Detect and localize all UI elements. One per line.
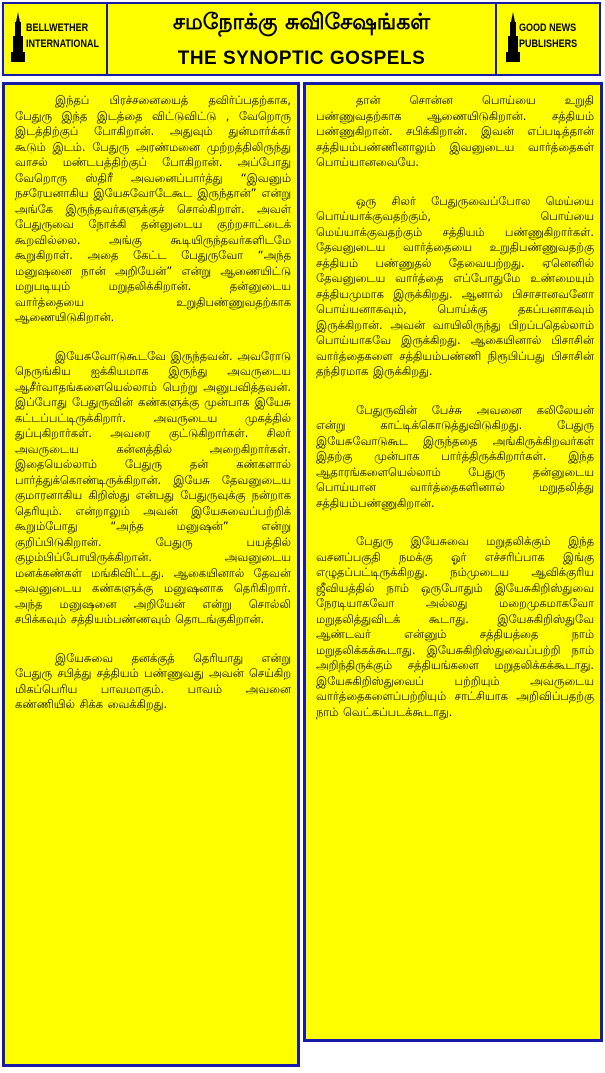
paragraph: பேதுருவின் பேச்சு அவனை கலிலேயன் என்று காட்டிக்கொடுத்துவிடுகிறது. பேதுரு இயேசுவோடுகூட இருந்ததை அங்கிருக்கிறவர்கள் இதற்கு முன்பாக பார்த்திருக்கிறார்கள். இந்த ஆதாரங்களையெல்லாம் பேதுரு தன்னுடைய பொய்யான வார்த்தைகளினால் மறுதலித்து சத்தியம்பண்ணுகிறான். bbox=[316, 402, 594, 510]
paragraph: பேதுரு இயேசுவை மறுதலிக்கும் இந்த வசனப்பகுதி நமக்கு ஓர் எச்சரிப்பாக இங்கு எழுதப்பட்டிருக்கிறது. நம்முடைய ஆவிக்குரிய ஜீவியத்தில் நாம் ஒருபோதும் இயேசுகிறிஸ்துவை நேரடியாகவோ அல்லது மறைமுகமாகவோ மறுதலித்துவிடக் கூடாது. இயேசுகிறிஸ்துவே ஆண்டவர் என்னும் சத்தியத்தை நாம் மறுதலிக்கக்கூடாது. இயேசுகிறிஸ்துவைப்பற்றி நாம் அறிந்திருக்கும் சத்தியங்களை மறுதலிக்கக்கூடாது. இயேசுகிறிஸ்துவைப் பற்றியும் அவருடைய வார்த்தைகளைப்பற்றியும் சாட்சியாக அறிவிப்பதற்கு நாம் வெட்கப்படக்கூடாது. bbox=[316, 534, 594, 719]
right-column bbox=[303, 82, 603, 1042]
paragraph: இயேசுவோடுகூடவே இருந்தவன். அவரோடு நெருங்கிய ஐக்கியமாக இருந்து அவருடைய ஆசீர்வாதங்களையெல்லாம் பெற்று அனுபவித்தவன். இப்போது பேதுருவின் கண்களுக்கு முன்பாக இயேசு கட்டப்பட்டிருக்கிறார். அவருடைய முகத்தில் துப்புகிறார்கள். அவரை குட்டுகிறார்கள். சிலர் அவருடைய கன்னத்தில் அறைகிறார்கள். இதையெல்லாம் பேதுரு தன் கண்களால் பார்த்துக்கொண்டிருக்கிறான். இயேசு தேவனுடைய குமாரனாகிய கிறிஸ்து என்பது பேதுருவுக்கு நன்றாக தெரியும். என்றாலும் அவன் இயேசுவைப்பற்றிக் கூறும்போது “அந்த மனுஷன்” என்று குறிப்பிடுகிறான். பேதுரு பயத்தில் குழம்பிப்போயிருக்கிறான். அவனுடைய மனக்கண்கள் மங்கிவிட்டது. ஆகையினால் தேவன் அவனுடைய கண்களுக்கு மனுஷனாக தெரிகிறார். அந்த மனுஷனை அறியேன் என்று சொல்லி சபிக்கவும் சத்தியம்பண்ணவும் தொடங்குகிறான். bbox=[15, 348, 291, 626]
logo-right-line1: GOOD NEWS bbox=[519, 22, 577, 34]
paragraph: ஒரு சிலர் பேதுருவைப்போல மெய்யை பொய்யாக்குவதற்கும், பொய்யை மெய்யாக்குவதற்கும் சத்தியம் பண்ணுகிறார்கள். தேவனுடைய வார்த்தையை உறுதிபண்ணுவதற்கு சத்தியம் பண்ணுதல் தேவையற்றது. ஏனெனில் தேவனுடைய வார்த்தை எப்போதுமே உண்மையும் சத்தியமுமாக இருக்கிறது. ஆனால் பிசாசானவனோ பொய்யனாகவும், பொய்க்கு தகப்பனாகவும் இருக்கிறான். அவன் வாயிலிருந்து பிறப்பதெல்லாம் பொய்யாகவே இருக்கிறது. ஆகையினால் பிசாசின் வார்த்தைகளை சத்தியம்பண்ணி நிரூபிப்பது பிசாசின் தந்திரமாக இருக்கிறது. bbox=[316, 193, 594, 378]
paragraph: தான் சொன்ன பொய்யை உறுதி பண்ணுவதற்காக ஆணையிடுகிறான். சத்தியம் பண்ணுகிறான். சபிக்கிறான். இவன் எப்படித்தான் சத்தியம்பண்ணினாலும் இவனுடைய வார்த்தைகள் பொய்யானவையே. bbox=[316, 93, 594, 169]
bell-tower-icon bbox=[10, 12, 26, 62]
left-column bbox=[2, 82, 300, 1067]
logo-left-line1: BELLWETHER bbox=[26, 22, 89, 34]
page-title-tamil: சமநோக்கு சுவிசேஷங்கள் bbox=[172, 10, 431, 35]
paragraph: இந்தப் பிரச்சனையைத் தவிர்ப்பதற்காக, பேதுரு இந்த இடத்தை விட்டுவிட்டு , வேறொரு இடத்திற்குப் போகிறான். அதுவும் துன்மார்க்கர் கூடும் இடம். பேதுரு அரண்மனை முற்றத்திலிருந்து வாசல் மண்டபத்திற்குப் போகிறான். அப்போது வேறொரு ஸ்திரீ அவனைப்பார்த்து “இவனும் நசரேயனாகிய இயேசுவோடேகூட இருந்தான்” என்று அங்கே இருந்தவர்களுக்குச் சொல்கிறாள். அவள் பேதுருவை நோக்கி தன்னுடைய குற்றசாட்டைக் கூறவில்லை. அங்கு கூடியிருந்தவர்களிடமே கூறுகிறாள். அதை கேட்ட பேதுருவோ “அந்த மனுஷனை நான் அறியேன்” என்று ஆணையிட்டு மறுபடியும் மறுதலிக்கிறான். தன்னுடைய வார்த்தையை உறுதிபண்ணுவதற்காக ஆணையிடுகிறான். bbox=[15, 93, 291, 324]
logo-left-line2: INTERNATIONAL bbox=[26, 38, 99, 50]
paragraph: இயேசுவை தனக்குத் தெரியாது என்று பேதுரு சபித்து சத்தியம் பண்ணுவது அவன் செய்கிற மிகப்பெரிய பாவமாகும். பாவம் அவனை கண்ணியில் சிக்க வைக்கிறது. bbox=[15, 650, 291, 711]
page-header bbox=[2, 2, 601, 76]
page-title-english: THE SYNOPTIC GOSPELS bbox=[177, 48, 426, 69]
logo-right-line2: PUBLISHERS bbox=[519, 38, 578, 50]
bellwether-logo bbox=[4, 4, 108, 74]
good-news-logo bbox=[495, 4, 599, 74]
